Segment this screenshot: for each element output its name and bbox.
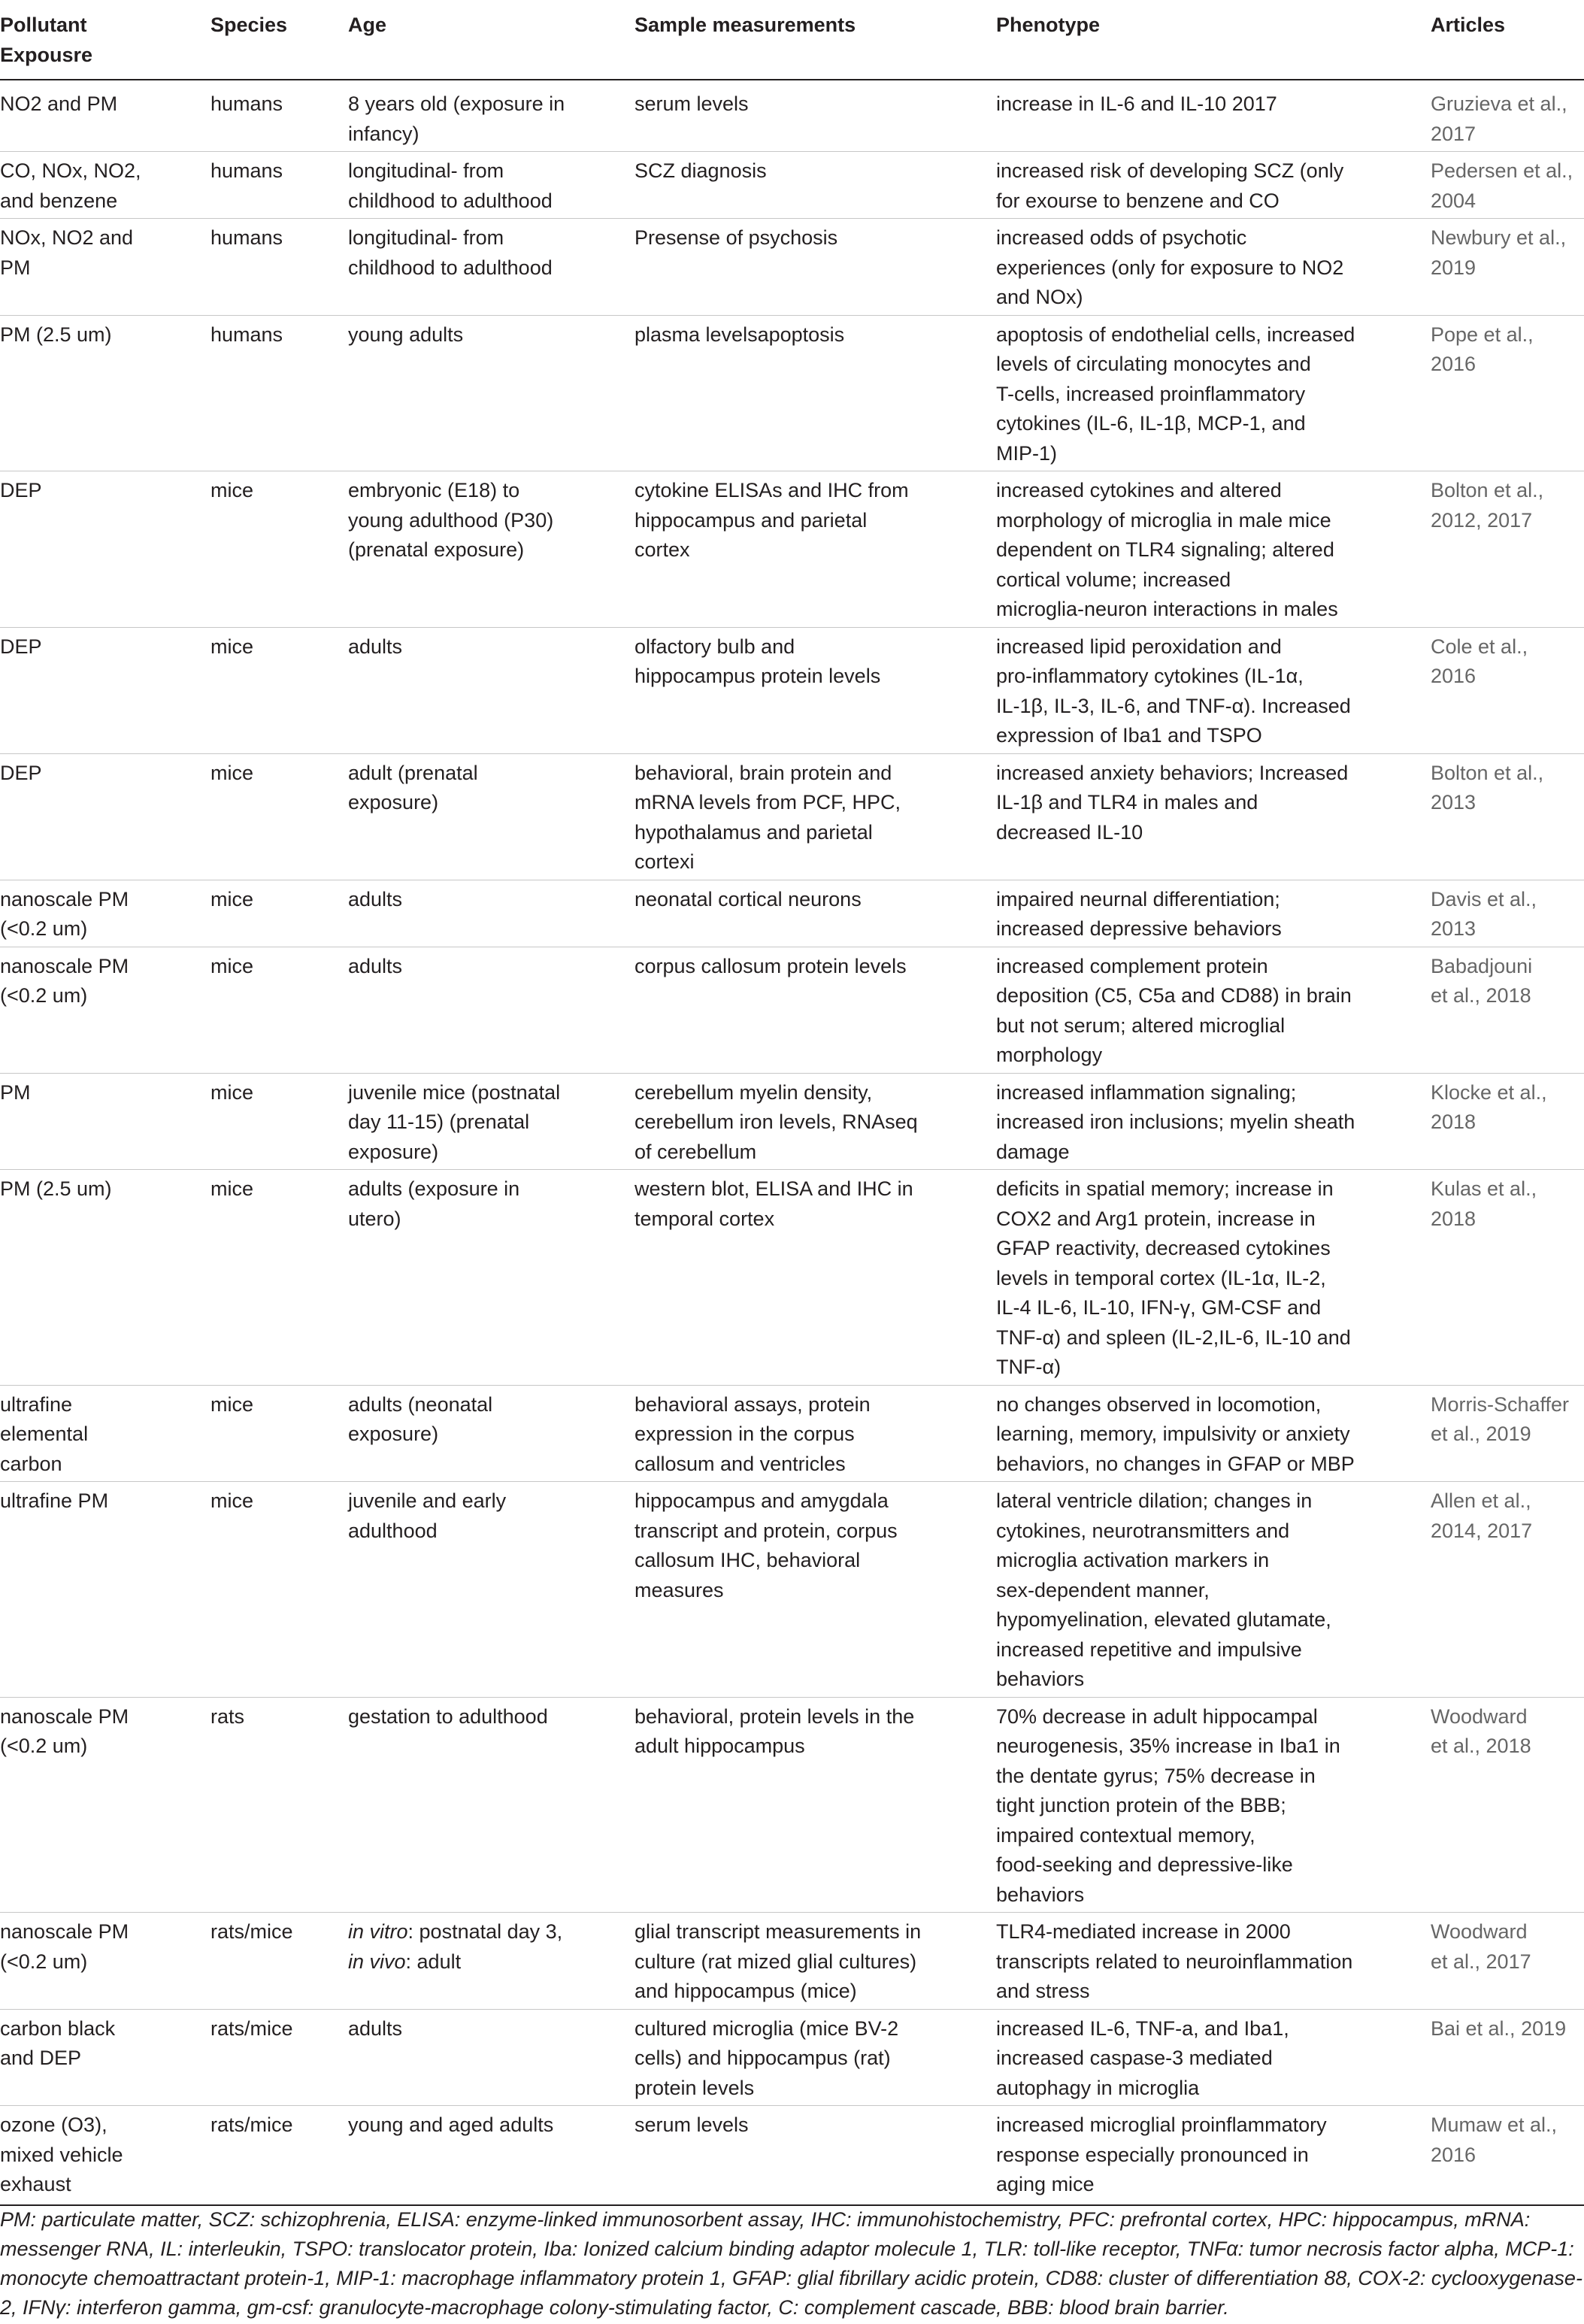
cell-pollutant: NOx, NO2 and PM: [0, 219, 210, 316]
table-row: [0, 753, 1584, 880]
cell-articles: Pope et al., 2016: [1431, 315, 1584, 471]
cell-phenotype: no changes observed in locomotion, learning, memory, impulsivity or anxiety behaviors, no changes in GFAP or MBP: [996, 1385, 1431, 1482]
cell-age: embryonic (E18) to young adulthood (P30) (prenatal exposure): [348, 471, 635, 628]
cell-age: juvenile and early adulthood: [348, 1482, 635, 1698]
cell-age: juvenile mice (postnatal day 11-15) (prenatal exposure): [348, 1073, 635, 1170]
column-header-articles: Articles: [1431, 0, 1584, 80]
cell-pollutant: DEP: [0, 471, 210, 628]
table-footnote: PM: particulate matter, SCZ: schizophrenia, ELISA: enzyme-linked immunosorbent assay, IHC: immunohistochemistry, PFC: prefrontal cortex, HPC: hippocampus, mRNA: messenger RNA, IL: interleukin, TSPO: translocator protein, Iba: Ionized calcium binding adaptor molecule 1, TLR: toll-like receptor, TNFα: tumor necrosis factor alpha, MCP-1: monocyte chemoattractant protein-1, MIP-1: macrophage inflammatory protein 1, GFAP: glial fibrillary acidic protein, CD88: cluster of differentiation 88, COX-2: cyclooxygenase-2, IFNγ: interferon gamma, gm-csf: granulocyte-macrophage colony-stimulating factor, C: complement cascade, BBB: blood brain barrier.: [0, 2208, 1582, 2319]
table-row: [0, 315, 1584, 471]
cell-phenotype: increase in IL-6 and IL-10 2017: [996, 92, 1277, 115]
table-row: [0, 627, 1584, 753]
cell-sample-measurements: cytokine ELISAs and IHC from hippocampus and parietal cortex: [635, 471, 996, 628]
cell-species: mice: [210, 471, 348, 628]
cell-articles: Woodward et al., 2018: [1431, 1697, 1584, 1913]
cell-articles: Morris-Schaffer et al., 2019: [1431, 1385, 1584, 1482]
column-header-species: Species: [210, 0, 348, 80]
cell-articles: Davis et al., 2013: [1431, 880, 1584, 947]
column-header-phenotype: Phenotype: [996, 0, 1431, 80]
cell-species: mice: [210, 1073, 348, 1170]
cell-pollutant: ozone (O3), mixed vehicle exhaust: [0, 2106, 210, 2205]
cell-sample-measurements: neonatal cortical neurons: [635, 880, 996, 947]
table-row: [0, 1385, 1584, 1482]
cell-pollutant: CO, NOx, NO2, and benzene: [0, 152, 210, 219]
cell-species: humans: [210, 219, 348, 316]
cell-articles: Bolton et al., 2013: [1431, 753, 1584, 880]
cell-pollutant: carbon black and DEP: [0, 2009, 210, 2106]
cell-age: adults: [348, 880, 635, 947]
cell-phenotype: impaired neurnal differentiation; increased depressive behaviors: [996, 880, 1431, 947]
table-row: [0, 219, 1584, 316]
cell-articles: Klocke et al., 2018: [1431, 1073, 1584, 1170]
cell-age: adults (exposure in utero): [348, 1170, 635, 1386]
cell-sample-measurements: serum levels: [635, 92, 749, 115]
cell-pollutant: nanoscale PM (<0.2 um): [0, 1697, 210, 1913]
age-text: : adult: [405, 1950, 462, 1973]
cell-phenotype: increased cytokines and altered morphology of microglia in male mice dependent on TLR4 signaling; altered cortical volume; increased microglia-neuron interactions in males: [996, 471, 1431, 628]
cell-species: humans: [210, 315, 348, 471]
cell-age: adult (prenatal exposure): [348, 753, 635, 880]
italic-term: in vivo: [348, 1950, 406, 1973]
table-row: [0, 1697, 1584, 1913]
cell-sample-measurements: Presense of psychosis: [635, 219, 996, 316]
table-row: [0, 1170, 1584, 1386]
column-header-age: Age: [348, 0, 635, 80]
cell-species: mice: [210, 1170, 348, 1386]
cell-age: young adults: [348, 315, 635, 471]
cell-age: adults (neonatal exposure): [348, 1385, 635, 1482]
cell-pollutant: nanoscale PM (<0.2 um): [0, 947, 210, 1073]
cell-age: adults: [348, 627, 635, 753]
cell-phenotype: increased anxiety behaviors; Increased IL-1β and TLR4 in males and decreased IL-10: [996, 753, 1431, 880]
cell-sample-measurements: olfactory bulb and hippocampus protein levels: [635, 627, 996, 753]
cell-species: rats/mice: [210, 2009, 348, 2106]
table-row: [0, 1913, 1584, 2010]
table-body: [0, 80, 1584, 2205]
cell-phenotype: increased lipid peroxidation and pro-inflammatory cytokines (IL-1α, IL-1β, IL-3, IL-6, and TNF-α). Increased expression of Iba1 and TSPO: [996, 627, 1431, 753]
cell-species: humans: [210, 152, 348, 219]
cell-species: rats/mice: [210, 1913, 348, 2010]
cell-pollutant: PM (2.5 um): [0, 1170, 210, 1386]
cell-phenotype: increased risk of developing SCZ (only for exourse to benzene and CO: [996, 152, 1431, 219]
table-row: [0, 152, 1584, 219]
cell-phenotype: 70% decrease in adult hippocampal neurogenesis, 35% increase in Iba1 in the dentate gyrus; 75% decrease in tight junction protein of the BBB; impaired contextual memory, food-seeking and depressive-like behaviors: [996, 1697, 1431, 1913]
cell-species: mice: [210, 753, 348, 880]
cell-pollutant: ultrafine elemental carbon: [0, 1385, 210, 1482]
cell-articles: Kulas et al., 2018: [1431, 1170, 1584, 1386]
age-text: : postnatal day 3,: [407, 1920, 563, 1943]
cell-sample-measurements: cultured microglia (mice BV-2 cells) and hippocampus (rat) protein levels: [635, 2009, 996, 2106]
cell-phenotype: deficits in spatial memory; increase in COX2 and Arg1 protein, increase in GFAP reactivity, decreased cytokines levels in temporal cortex (IL-1α, IL-2, IL-4 IL-6, IL-10, IFN-γ, GM-CSF and TNF-α) and spleen (IL-2,IL-6, IL-10 and TNF-α): [996, 1170, 1431, 1386]
cell-species: mice: [210, 947, 348, 1073]
table-row: [0, 2106, 1584, 2205]
cell-articles: Pedersen et al., 2004: [1431, 152, 1584, 219]
cell-species: humans: [210, 92, 283, 115]
cell-articles: Newbury et al., 2019: [1431, 219, 1584, 316]
cell-age: 8 years old (exposure in infancy): [348, 92, 565, 145]
cell-pollutant: DEP: [0, 627, 210, 753]
cell-age: adults: [348, 2009, 635, 2106]
cell-sample-measurements: serum levels: [635, 2106, 996, 2205]
cell-sample-measurements: corpus callosum protein levels: [635, 947, 996, 1073]
cell-pollutant: NO2 and PM: [0, 92, 118, 115]
cell-sample-measurements: glial transcript measurements in culture (rat mized glial cultures) and hippocampus (mice): [635, 1913, 996, 2010]
cell-sample-measurements: behavioral assays, protein expression in the corpus callosum and ventricles: [635, 1385, 996, 1482]
cell-articles: Bolton et al., 2012, 2017: [1431, 471, 1584, 628]
table-row: [0, 80, 1584, 152]
cell-pollutant: nanoscale PM (<0.2 um): [0, 880, 210, 947]
table-header: [0, 0, 1584, 80]
cell-species: mice: [210, 627, 348, 753]
cell-age: longitudinal- from childhood to adulthood: [348, 152, 635, 219]
cell-phenotype: increased inflammation signaling; increased iron inclusions; myelin sheath damage: [996, 1073, 1431, 1170]
cell-species: rats/mice: [210, 2106, 348, 2205]
cell-articles: Mumaw et al., 2016: [1431, 2106, 1584, 2205]
cell-species: mice: [210, 880, 348, 947]
cell-phenotype: lateral ventricle dilation; changes in cytokines, neurotransmitters and microglia activation markers in sex-dependent manner, hypomyelination, elevated glutamate, increased repetitive and impulsive behaviors: [996, 1482, 1431, 1698]
cell-pollutant: PM (2.5 um): [0, 315, 210, 471]
cell-pollutant: ultrafine PM: [0, 1482, 210, 1698]
table-row: [0, 471, 1584, 628]
cell-phenotype: increased complement protein deposition (C5, C5a and CD88) in brain but not serum; altered microglial morphology: [996, 947, 1431, 1073]
cell-age: gestation to adulthood: [348, 1697, 635, 1913]
cell-pollutant: PM: [0, 1073, 210, 1170]
cell-phenotype: increased odds of psychotic experiences (only for exposure to NO2 and NOx): [996, 219, 1431, 316]
italic-term: in vitro: [348, 1920, 408, 1943]
cell-phenotype: TLR4-mediated increase in 2000 transcripts related to neuroinflammation and stress: [996, 1913, 1431, 2010]
cell-articles: Allen et al., 2014, 2017: [1431, 1482, 1584, 1698]
cell-species: mice: [210, 1385, 348, 1482]
cell-age: adults: [348, 947, 635, 1073]
cell-articles: Gruzieva et al., 2017: [1431, 92, 1567, 145]
table-row: [0, 1073, 1584, 1170]
cell-species: mice: [210, 1482, 348, 1698]
cell-articles: Cole et al., 2016: [1431, 627, 1584, 753]
cell-articles: Bai et al., 2019: [1431, 2009, 1584, 2106]
cell-articles: Woodward et al., 2017: [1431, 1913, 1584, 2010]
cell-phenotype: increased microglial proinflammatory response especially pronounced in aging mice: [996, 2106, 1431, 2205]
cell-sample-measurements: hippocampus and amygdala transcript and protein, corpus callosum IHC, behavioral measures: [635, 1482, 996, 1698]
cell-sample-measurements: cerebellum myelin density, cerebellum iron levels, RNAseq of cerebellum: [635, 1073, 996, 1170]
cell-pollutant: nanoscale PM (<0.2 um): [0, 1913, 210, 2010]
table-row: [0, 2009, 1584, 2106]
column-header-sample-measurements: Sample measurements: [635, 0, 996, 80]
cell-articles: Babadjouni et al., 2018: [1431, 947, 1584, 1073]
cell-phenotype: increased IL-6, TNF-a, and Iba1, increased caspase-3 mediated autophagy in microglia: [996, 2009, 1431, 2106]
cell-sample-measurements: plasma levelsapoptosis: [635, 315, 996, 471]
cell-species: rats: [210, 1697, 348, 1913]
table-row: [0, 880, 1584, 947]
cell-pollutant: DEP: [0, 753, 210, 880]
header-row: [0, 0, 1584, 80]
cell-age: longitudinal- from childhood to adulthood: [348, 219, 635, 316]
column-header-pollutant: Pollutant Expousre: [0, 0, 210, 80]
cell-age: [348, 1913, 635, 2010]
cell-sample-measurements: western blot, ELISA and IHC in temporal cortex: [635, 1170, 996, 1386]
cell-sample-measurements: behavioral, brain protein and mRNA levels from PCF, HPC, hypothalamus and parietal cortexi: [635, 753, 996, 880]
cell-sample-measurements: SCZ diagnosis: [635, 152, 996, 219]
cell-sample-measurements: behavioral, protein levels in the adult hippocampus: [635, 1697, 996, 1913]
table-row: [0, 1482, 1584, 1698]
table-row: [0, 947, 1584, 1073]
cell-phenotype: apoptosis of endothelial cells, increased levels of circulating monocytes and T-cells, increased proinflammatory cytokines (IL-6, IL-1β, MCP-1, and MIP-1): [996, 315, 1431, 471]
cell-age: young and aged adults: [348, 2106, 635, 2205]
